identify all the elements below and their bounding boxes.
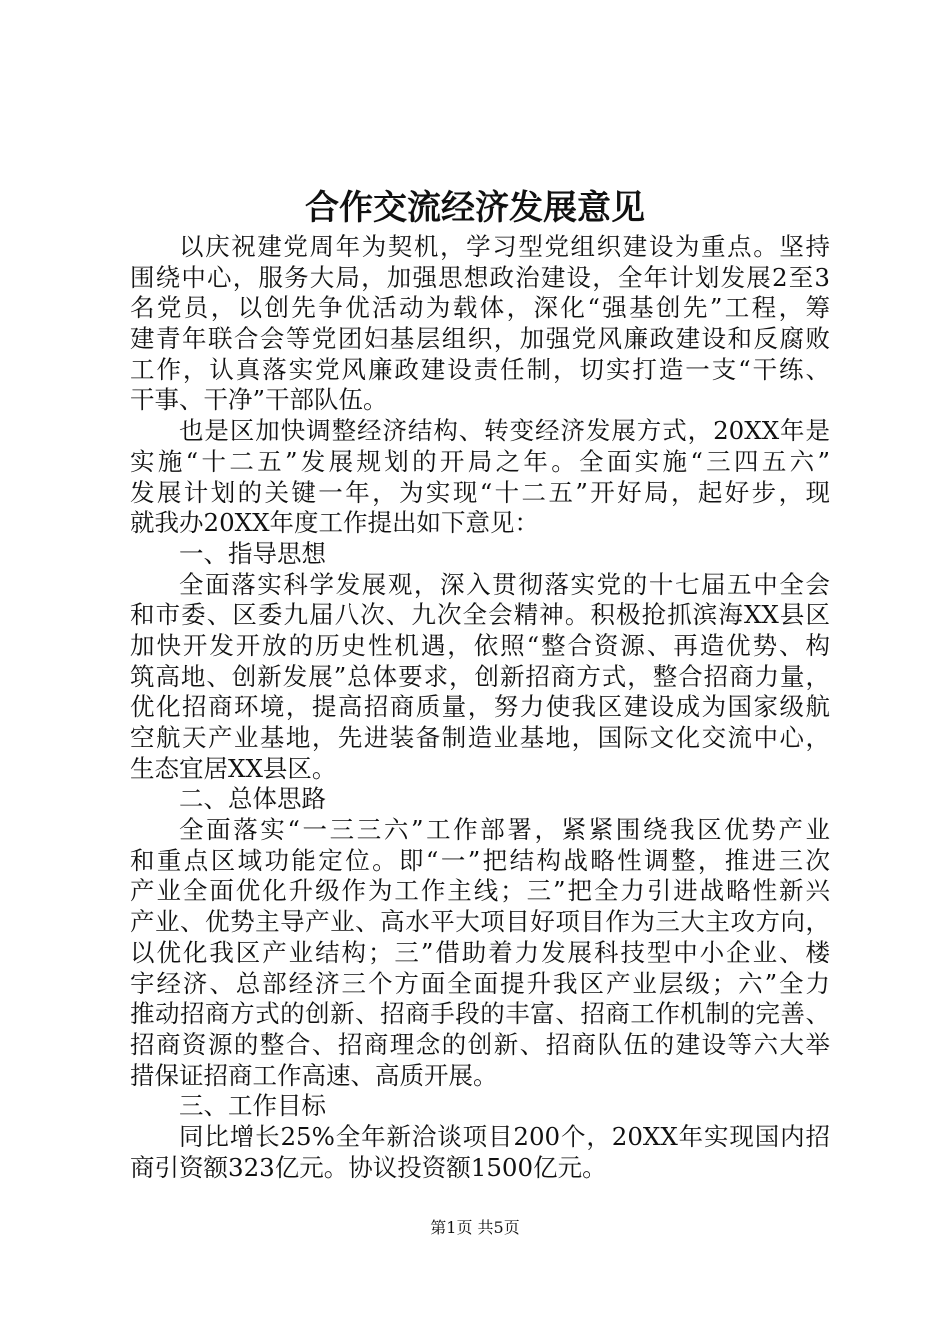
paragraph-line: 商引资额323亿元。协议投资额1500亿元。: [130, 1152, 607, 1182]
paragraph-line: 空航天产业基地，先进装备制造业基地，国际文化交流中心，: [130, 723, 830, 752]
paragraph-line: 和市委、区委九届八次、九次全会精神。积极抢抓滨海XX县区: [130, 600, 830, 630]
section-heading: 三、工作目标: [179, 1091, 326, 1121]
paragraph-line: 发展计划的关键一年，为实现“十二五”开好局，起好步，现: [130, 477, 830, 507]
paragraph-line: 全面落实“一三三六”工作部署，紧紧围绕我区优势产业: [179, 815, 830, 845]
paragraph-line: 干事、干净”干部队伍。: [130, 385, 388, 415]
paragraph-line: 优化招商环境，提高招商质量，努力使我区建设成为国家级航: [130, 692, 830, 722]
document-body: [130, 232, 830, 1183]
paragraph-line: 宇经济、总部经济三个方面全面提升我区产业层级；六”全力: [130, 968, 830, 998]
paragraph-line: 建青年联合会等党团妇基层组织，加强党风廉政建设和反腐败: [130, 324, 830, 354]
paragraph-line: 招商资源的整合、招商理念的创新、招商队伍的建设等六大举: [130, 1029, 830, 1059]
paragraph-line: 产业、优势主导产业、高水平大项目好项目作为三大主攻方向，: [130, 907, 830, 937]
paragraph-line: 名党员，以创先争优活动为载体，深化“强基创先”工程，筹: [130, 293, 830, 323]
paragraph-line: 以优化我区产业结构；三”借助着力发展科技型中小企业、楼: [130, 937, 830, 967]
page-footer: 第1页 共5页: [430, 1218, 520, 1237]
paragraph-line: 措保证招商工作高速、高质开展。: [130, 1060, 498, 1090]
paragraph-line: 围绕中心，服务大局，加强思想政治建设，全年计划发展2至3: [130, 262, 830, 292]
paragraph-line: 生态宜居XX县区。: [130, 753, 337, 783]
page-title: 合作交流经济发展意见: [305, 188, 645, 228]
paragraph-line: 和重点区域功能定位。即“一”把结构战略性调整，推进三次: [130, 845, 830, 875]
paragraph-line: 以庆祝建党周年为契机，学习型党组织建设为重点。坚持: [179, 232, 830, 261]
paragraph-line: 同比增长25%全年新洽谈项目200个，20XX年实现国内招: [179, 1121, 830, 1151]
paragraph-line: 实施“十二五”发展规划的开局之年。全面实施“三四五六”: [130, 446, 830, 476]
section-heading: 二、总体思路: [179, 784, 326, 814]
paragraph-line: 筑高地、创新发展”总体要求，创新招商方式，整合招商力量，: [130, 661, 830, 691]
paragraph-line: 产业全面优化升级作为工作主线；三”把全力引进战略性新兴: [130, 876, 830, 906]
paragraph-line: 推动招商方式的创新、招商手段的丰富、招商工作机制的完善、: [130, 999, 830, 1029]
paragraph-line: 工作，认真落实党风廉政建设责任制，切实打造一支“干练、: [130, 354, 830, 384]
paragraph-line: 就我办20XX年度工作提出如下意见：: [130, 508, 540, 538]
paragraph-line: 全面落实科学发展观，深入贯彻落实党的十七届五中全会: [179, 569, 830, 599]
paragraph-line: 也是区加快调整经济结构、转变经济发展方式，20XX年是: [179, 416, 830, 446]
paragraph-line: 加快开发开放的历史性机遇，依照“整合资源、再造优势、构: [130, 630, 830, 660]
section-heading: 一、指导思想: [179, 538, 326, 568]
